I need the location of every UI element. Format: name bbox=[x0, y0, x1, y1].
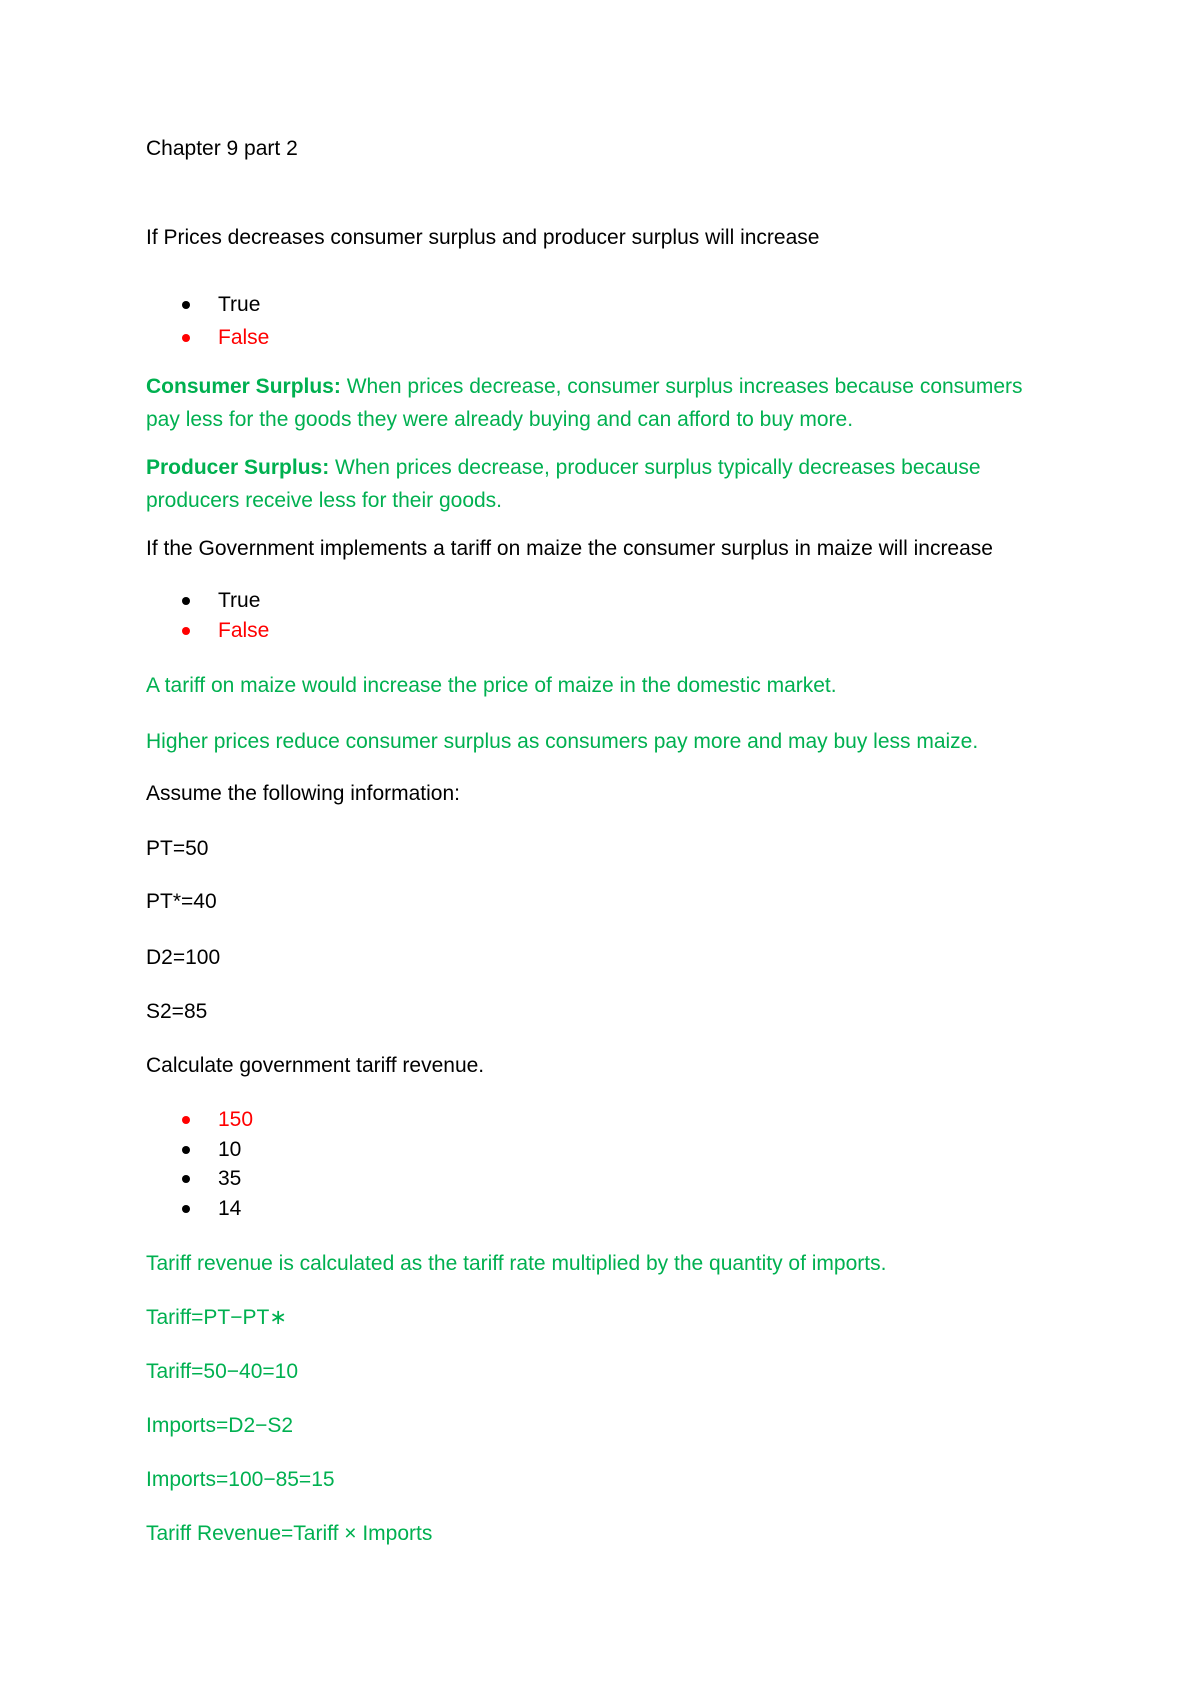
q1-option-true: True bbox=[218, 293, 261, 316]
q3-explanation-line-3: Tariff=50−40=10 bbox=[146, 1360, 298, 1383]
q1-consumer-surplus-explanation bbox=[146, 374, 1023, 400]
producer-surplus-text-line-2: producers receive less for their goods. bbox=[146, 489, 503, 512]
q3-explanation-line-1: Tariff revenue is calculated as the tariff rate multiplied by the quantity of imports. bbox=[146, 1252, 887, 1275]
q3-explanation-line-5: Imports=100−85=15 bbox=[146, 1468, 335, 1491]
q3-option-10: 10 bbox=[218, 1138, 242, 1161]
q1-option-false: False bbox=[218, 326, 270, 349]
q1-producer-surplus-explanation bbox=[146, 455, 981, 481]
bullet-icon bbox=[182, 1116, 190, 1124]
producer-surplus-text-line-1: When prices decrease, producer surplus typically decreases because bbox=[335, 456, 981, 479]
producer-surplus-label: Producer Surplus: bbox=[146, 456, 330, 479]
bullet-icon bbox=[182, 1205, 190, 1213]
q3-explanation-line-6: Tariff Revenue=Tariff × Imports bbox=[146, 1522, 433, 1545]
q2-explanation-line-2: Higher prices reduce consumer surplus as consumers pay more and may buy less maize. bbox=[146, 730, 979, 753]
consumer-surplus-text-line-2: pay less for the goods they were already buying and can afford to buy more. bbox=[146, 408, 854, 431]
bullet-icon bbox=[182, 1175, 190, 1183]
bullet-icon bbox=[182, 1146, 190, 1154]
question-3-text: Calculate government tariff revenue. bbox=[146, 1054, 485, 1077]
given-pt-star: PT*=40 bbox=[146, 890, 217, 913]
q2-option-false: False bbox=[218, 619, 270, 642]
q2-explanation-line-1: A tariff on maize would increase the price of maize in the domestic market. bbox=[146, 674, 837, 697]
q3-intro: Assume the following information: bbox=[146, 782, 460, 805]
q3-option-35: 35 bbox=[218, 1167, 242, 1190]
consumer-surplus-text-line-1: When prices decrease, consumer surplus increases because consumers bbox=[346, 375, 1023, 398]
given-pt: PT=50 bbox=[146, 837, 209, 860]
page-title: Chapter 9 part 2 bbox=[146, 137, 298, 160]
consumer-surplus-label: Consumer Surplus: bbox=[146, 375, 341, 398]
given-s2: S2=85 bbox=[146, 1000, 208, 1023]
bullet-icon bbox=[182, 301, 190, 309]
q3-explanation-line-2: Tariff=PT−PT∗ bbox=[146, 1306, 287, 1329]
bullet-icon bbox=[182, 334, 190, 342]
question-2-text: If the Government implements a tariff on maize the consumer surplus in maize will increase bbox=[146, 537, 993, 560]
q3-explanation-line-4: Imports=D2−S2 bbox=[146, 1414, 294, 1437]
question-1-text: If Prices decreases consumer surplus and producer surplus will increase bbox=[146, 226, 820, 249]
bullet-icon bbox=[182, 627, 190, 635]
bullet-icon bbox=[182, 597, 190, 605]
q3-option-150: 150 bbox=[218, 1108, 254, 1131]
given-d2: D2=100 bbox=[146, 946, 221, 969]
q2-option-true: True bbox=[218, 589, 261, 612]
q3-option-14: 14 bbox=[218, 1197, 242, 1220]
